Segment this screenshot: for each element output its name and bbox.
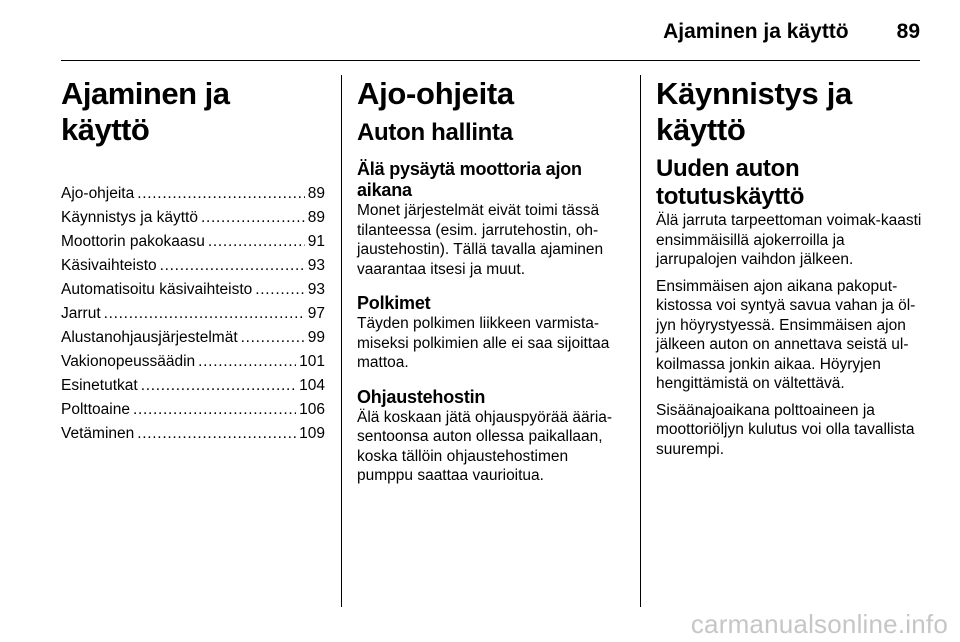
toc-entry[interactable]: [61, 256, 325, 275]
toc-entry-page: 106: [299, 401, 325, 418]
page-number: 89: [896, 20, 920, 43]
topic-heading: Älä pysäytä moottoria ajon aikana: [357, 159, 582, 200]
topic-text: Monet järjestelmät eivät toimi tässä tilanteessa (esim. jarrutehostin, oh-jaustehostin). Tällä tavalla ajaminen vaarantaa itsesi ja muut.: [357, 202, 604, 278]
section-title: Ajo-ohjeita: [357, 76, 514, 111]
toc-entry-title: Automatisoitu käsivaihteisto: [61, 281, 253, 298]
body-paragraph: Ensimmäisen ajon aikana pakoput-kistossa voi syntyä savua vahan ja öl-jyn höyrystyessä. Ensimmäisen ajon jälkeen auton on annettava seistä ul-koilmassa jonkin aikaa. Höyryjen hengittämistä on vältettävä.: [656, 277, 916, 392]
toc-entry[interactable]: [61, 376, 325, 395]
subsection-title: Uuden auton totutuskäyttö: [656, 155, 805, 210]
toc-dot-leader: [160, 256, 305, 275]
toc-entry-page: 99: [307, 329, 325, 346]
topic-heading: Ohjaustehostin: [357, 386, 486, 407]
toc-dot-leader: [137, 184, 305, 203]
toc-entry[interactable]: [61, 280, 325, 299]
toc-dot-leader: [241, 328, 305, 347]
toc-dot-leader: [137, 424, 296, 443]
toc-entry-page: 109: [299, 425, 325, 442]
toc-entry[interactable]: [61, 328, 325, 347]
running-header-title: Ajaminen ja käyttö: [663, 20, 849, 43]
toc-dot-leader: [141, 376, 296, 395]
toc-entry-page: 91: [307, 233, 325, 250]
toc-entry-page: 89: [307, 185, 325, 202]
toc-entry-title: Moottorin pakokaasu: [61, 233, 205, 250]
subsection-title: Auton hallinta: [357, 119, 513, 146]
toc-dot-leader: [201, 208, 305, 227]
toc-entry[interactable]: [61, 352, 325, 371]
toc-column: [61, 76, 325, 448]
toc-entry-page: 101: [299, 353, 325, 370]
toc-dot-leader: [133, 400, 296, 419]
column-divider: [341, 75, 342, 607]
toc-entry-title: Käynnistys ja käyttö: [61, 209, 198, 226]
toc-entry-page: 93: [307, 257, 325, 274]
toc-dot-leader: [208, 232, 305, 251]
watermark: carmanualsonline.info: [690, 609, 948, 639]
section-title: Käynnistys ja käyttö: [656, 76, 852, 147]
toc-entry[interactable]: [61, 424, 325, 443]
toc-dot-leader: [104, 304, 305, 323]
chapter-title: Ajaminen ja käyttö: [61, 76, 230, 147]
column-divider: [640, 75, 641, 607]
topic-heading: Polkimet: [357, 293, 431, 313]
toc-entry-page: 93: [307, 281, 325, 298]
toc-entry-page: 104: [299, 377, 325, 394]
toc-entry[interactable]: [61, 400, 325, 419]
middle-column: [357, 76, 625, 493]
toc-dot-leader: [198, 352, 296, 371]
toc-entry-title: Ajo-ohjeita: [61, 185, 135, 202]
body-paragraph: Sisäänajoaikana polttoaineen ja moottoriöljyn kulutus voi olla tavallista suurempi.: [656, 401, 915, 458]
topic-text: Älä koskaan jätä ohjauspyörää ääria-sentoonsa auton ollessa paikallaan, koska tällöin ohjaustehostimen pumppu saattaa vaurioitua.: [357, 408, 613, 484]
toc-entry-page: 89: [307, 209, 325, 226]
toc-entry[interactable]: [61, 208, 325, 227]
toc-dot-leader: [255, 280, 304, 299]
toc-entry-title: Esinetutkat: [61, 377, 138, 394]
toc-entry-title: Alustanohjausjärjestelmät: [61, 329, 238, 346]
topic-text: Täyden polkimen liikkeen varmista-miseksi polkimien alle ei saa sijoittaa mattoa.: [357, 315, 610, 371]
toc-entry-title: Käsivaihteisto: [61, 257, 157, 274]
toc-entry[interactable]: [61, 232, 325, 251]
toc-entry[interactable]: [61, 184, 325, 203]
toc-entry-title: Jarrut: [61, 305, 101, 322]
toc-entry-title: Vakionopeussäädin: [61, 353, 196, 370]
toc-list: [61, 184, 325, 443]
toc-entry[interactable]: [61, 304, 325, 323]
header-rule: [61, 60, 920, 61]
body-paragraph: Älä jarruta tarpeettoman voimak-kaasti ensimmäisillä ajokerroilla ja jarrupalojen vaihdon jälkeen.: [656, 212, 922, 268]
running-header: [663, 20, 920, 44]
right-column: [656, 76, 922, 466]
toc-entry-title: Polttoaine: [61, 401, 130, 418]
toc-entry-title: Vetäminen: [61, 425, 135, 442]
toc-entry-page: 97: [307, 305, 325, 322]
